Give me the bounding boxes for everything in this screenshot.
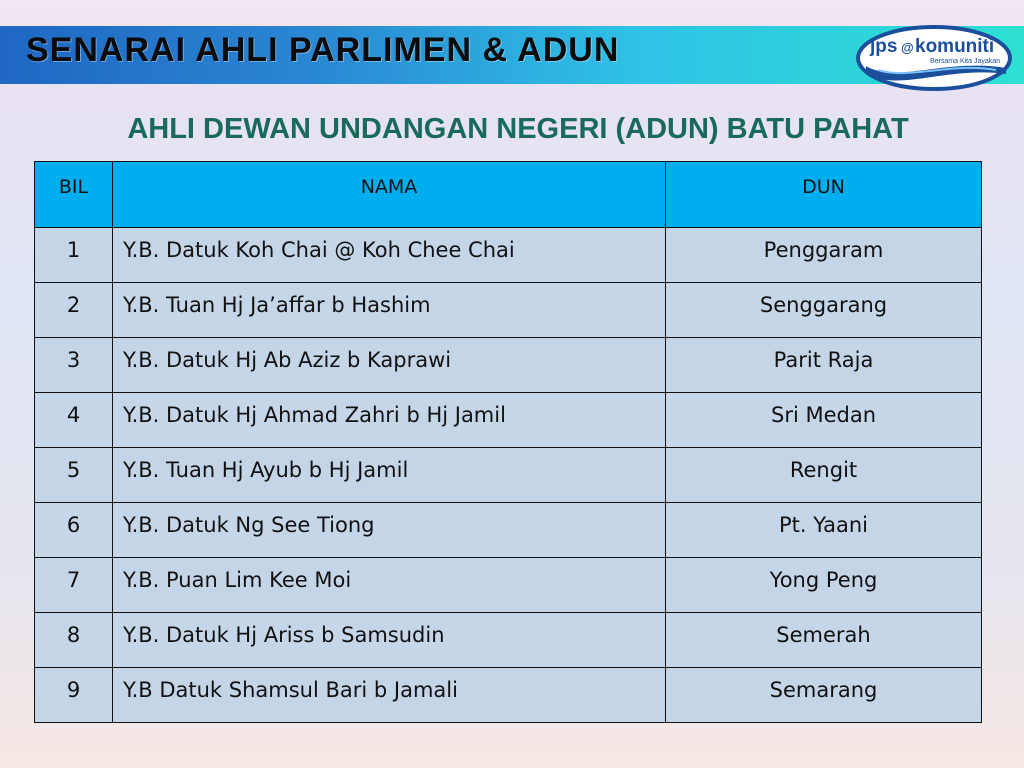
table-row <box>35 228 982 283</box>
cell-bil: 3 <box>35 338 113 393</box>
cell-nama: Y.B. Datuk Hj Ab Aziz b Kaprawi <box>113 338 666 393</box>
cell-dun: Semerah <box>666 613 982 668</box>
table-row <box>35 338 982 393</box>
cell-dun: Rengit <box>666 448 982 503</box>
table-header-row <box>35 162 982 228</box>
page-title: SENARAI AHLI PARLIMEN & ADUN <box>26 31 620 69</box>
header-nama: NAMA <box>113 162 666 228</box>
cell-dun: Sri Medan <box>666 393 982 448</box>
cell-bil: 5 <box>35 448 113 503</box>
cell-nama: Y.B. Tuan Hj Ja’affar b Hashim <box>113 283 666 338</box>
table-row <box>35 283 982 338</box>
cell-nama: Y.B. Puan Lim Kee Moi <box>113 558 666 613</box>
cell-nama: Y.B Datuk Shamsul Bari b Jamali <box>113 668 666 723</box>
svg-text:komuniti: komuniti <box>915 36 995 57</box>
adun-table <box>34 161 982 723</box>
cell-dun: Parit Raja <box>666 338 982 393</box>
cell-nama: Y.B. Datuk Koh Chai @ Koh Chee Chai <box>113 228 666 283</box>
cell-bil: 1 <box>35 228 113 283</box>
cell-bil: 7 <box>35 558 113 613</box>
cell-dun: Semarang <box>666 668 982 723</box>
svg-text:@: @ <box>901 40 914 55</box>
table-subtitle: AHLI DEWAN UNDANGAN NEGERI (ADUN) BATU PAHAT <box>127 113 909 145</box>
header-bil: BIL <box>35 162 113 228</box>
cell-dun: Penggaram <box>666 228 982 283</box>
cell-bil: 8 <box>35 613 113 668</box>
table-row <box>35 393 982 448</box>
cell-nama: Y.B. Tuan Hj Ayub b Hj Jamil <box>113 448 666 503</box>
header-dun: DUN <box>666 162 982 228</box>
cell-bil: 9 <box>35 668 113 723</box>
cell-nama: Y.B. Datuk Hj Ariss b Samsudin <box>113 613 666 668</box>
cell-bil: 4 <box>35 393 113 448</box>
cell-dun: Senggarang <box>666 283 982 338</box>
jps-komuniti-logo <box>856 22 1016 92</box>
svg-text:Bersama Kita Jayakan: Bersama Kita Jayakan <box>930 58 1001 65</box>
cell-nama: Y.B. Datuk Ng See Tiong <box>113 503 666 558</box>
table-row <box>35 448 982 503</box>
table-row <box>35 613 982 668</box>
svg-text:jps: jps <box>870 36 898 57</box>
cell-dun: Yong Peng <box>666 558 982 613</box>
table-row <box>35 503 982 558</box>
table-row <box>35 558 982 613</box>
cell-bil: 6 <box>35 503 113 558</box>
cell-dun: Pt. Yaani <box>666 503 982 558</box>
cell-bil: 2 <box>35 283 113 338</box>
table-row <box>35 668 982 723</box>
cell-nama: Y.B. Datuk Hj Ahmad Zahri b Hj Jamil <box>113 393 666 448</box>
